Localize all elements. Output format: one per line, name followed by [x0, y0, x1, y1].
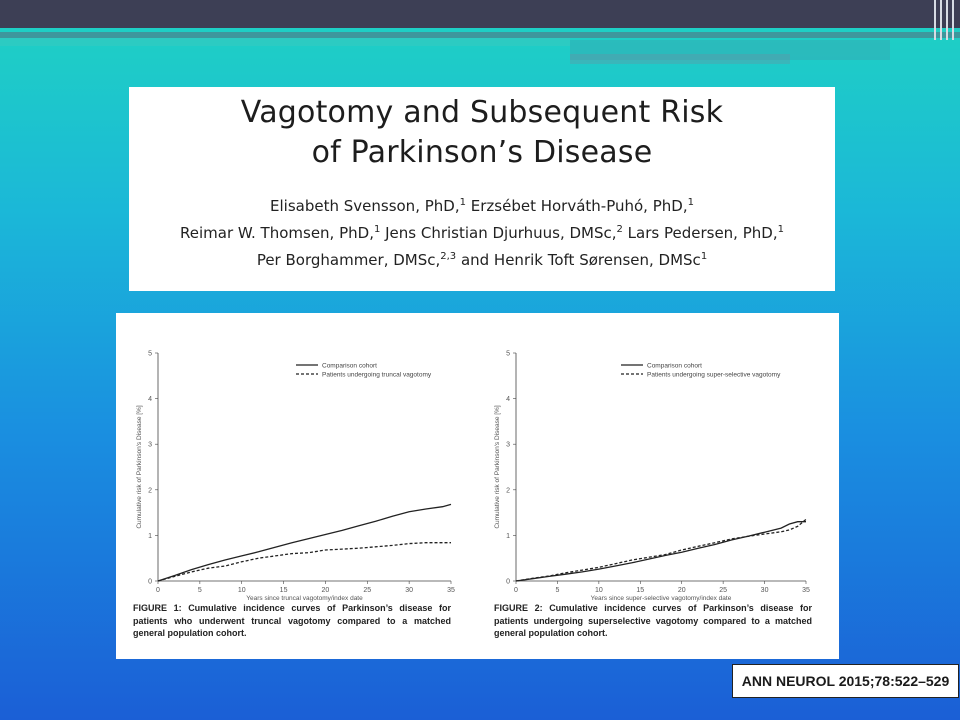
y-tick-label: 2: [148, 487, 152, 495]
figure-1-caption: FIGURE 1: Cumulative incidence curves of Parkinson’s disease for patients who underwent truncal vagotomy compared to a matched general population cohort.: [133, 603, 451, 638]
author-name: and Henrik Toft Sørensen, DMSc: [456, 251, 701, 269]
author-name: Elisabeth Svensson, PhD,: [270, 197, 460, 215]
x-axis-label: Years since truncal vagotomy/index date: [246, 595, 363, 602]
article-title-line-1: Vagotomy and Subsequent Risk: [240, 95, 724, 130]
decor-band: [0, 38, 570, 46]
x-tick-label: 5: [555, 587, 560, 594]
affiliation-marker: 1: [700, 251, 708, 262]
legend-label: Comparison cohort: [322, 362, 377, 370]
comparison-series-line: [516, 522, 806, 581]
figure-panel: [116, 313, 839, 659]
y-tick-label: 1: [506, 532, 510, 540]
affiliation-marker: 1: [777, 224, 784, 235]
author-name: Reimar W. Thomsen, PhD,: [180, 224, 374, 242]
x-tick-label: 30: [405, 587, 414, 594]
y-axis-label: Cumulative risk of Parkinson's Disease [%]: [136, 405, 143, 529]
author-line: [129, 197, 835, 215]
vagotomy-series-line: [516, 519, 806, 581]
x-tick-label: 0: [514, 587, 518, 594]
top-bar: [0, 0, 960, 28]
vagotomy-series-line: [158, 543, 451, 581]
y-tick-label: 3: [148, 441, 152, 449]
article-title-panel: [129, 87, 835, 291]
y-tick-label: 5: [148, 350, 152, 358]
legend-label: Patients undergoing truncal vagotomy: [322, 371, 432, 379]
x-tick-label: 10: [594, 587, 603, 594]
author-name: Per Borghammer, DMSc,: [256, 251, 441, 269]
journal-citation: ANN NEUROL 2015;78:522–529: [732, 664, 959, 698]
x-tick-label: 0: [156, 587, 160, 594]
y-tick-label: 1: [148, 532, 152, 540]
author-line: [129, 251, 835, 269]
y-tick-label: 2: [506, 487, 510, 495]
x-tick-label: 5: [197, 587, 202, 594]
x-tick-label: 25: [363, 587, 372, 594]
article-title-line-2: of Parkinson’s Disease: [311, 135, 653, 170]
affiliation-marker: 1: [373, 224, 381, 235]
legend-label: Comparison cohort: [647, 362, 702, 370]
x-tick-label: 15: [279, 587, 288, 594]
legend-label: Patients undergoing super-selective vagotomy: [647, 371, 781, 379]
decor-stripes: [930, 0, 960, 40]
x-tick-label: 20: [677, 587, 686, 594]
x-tick-label: 30: [760, 587, 769, 594]
x-tick-label: 35: [447, 587, 455, 594]
x-tick-label: 15: [636, 587, 645, 594]
y-tick-label: 4: [506, 396, 510, 404]
author-name: Jens Christian Djurhuus, DMSc,: [380, 224, 617, 242]
x-tick-label: 10: [237, 587, 246, 594]
x-axis-label: Years since super-selective vagotomy/index date: [590, 595, 732, 602]
figure-2-caption: FIGURE 2: Cumulative incidence curves of Parkinson’s disease for patients undergoing superselective vagotomy compared to a matched general population cohort.: [494, 603, 812, 638]
x-tick-label: 25: [719, 587, 728, 594]
y-tick-label: 4: [148, 396, 152, 404]
author-name: Lars Pedersen, PhD,: [622, 224, 778, 242]
x-tick-label: 20: [321, 587, 330, 594]
y-tick-label: 5: [506, 350, 510, 358]
affiliation-marker: 2,3: [440, 251, 457, 262]
affiliation-marker: 1: [687, 197, 694, 208]
decor-band: [570, 54, 790, 64]
author-name: Erzsébet Horváth-Puhó, PhD,: [465, 197, 688, 215]
author-line: [129, 224, 835, 242]
y-axis-label: Cumulative risk of Parkinson's Disease [%]: [494, 405, 501, 529]
affiliation-marker: 2: [616, 224, 623, 235]
y-tick-label: 0: [506, 578, 510, 586]
y-tick-label: 0: [148, 578, 152, 586]
x-tick-label: 35: [802, 587, 810, 594]
y-tick-label: 3: [506, 441, 510, 449]
affiliation-marker: 1: [459, 197, 466, 208]
